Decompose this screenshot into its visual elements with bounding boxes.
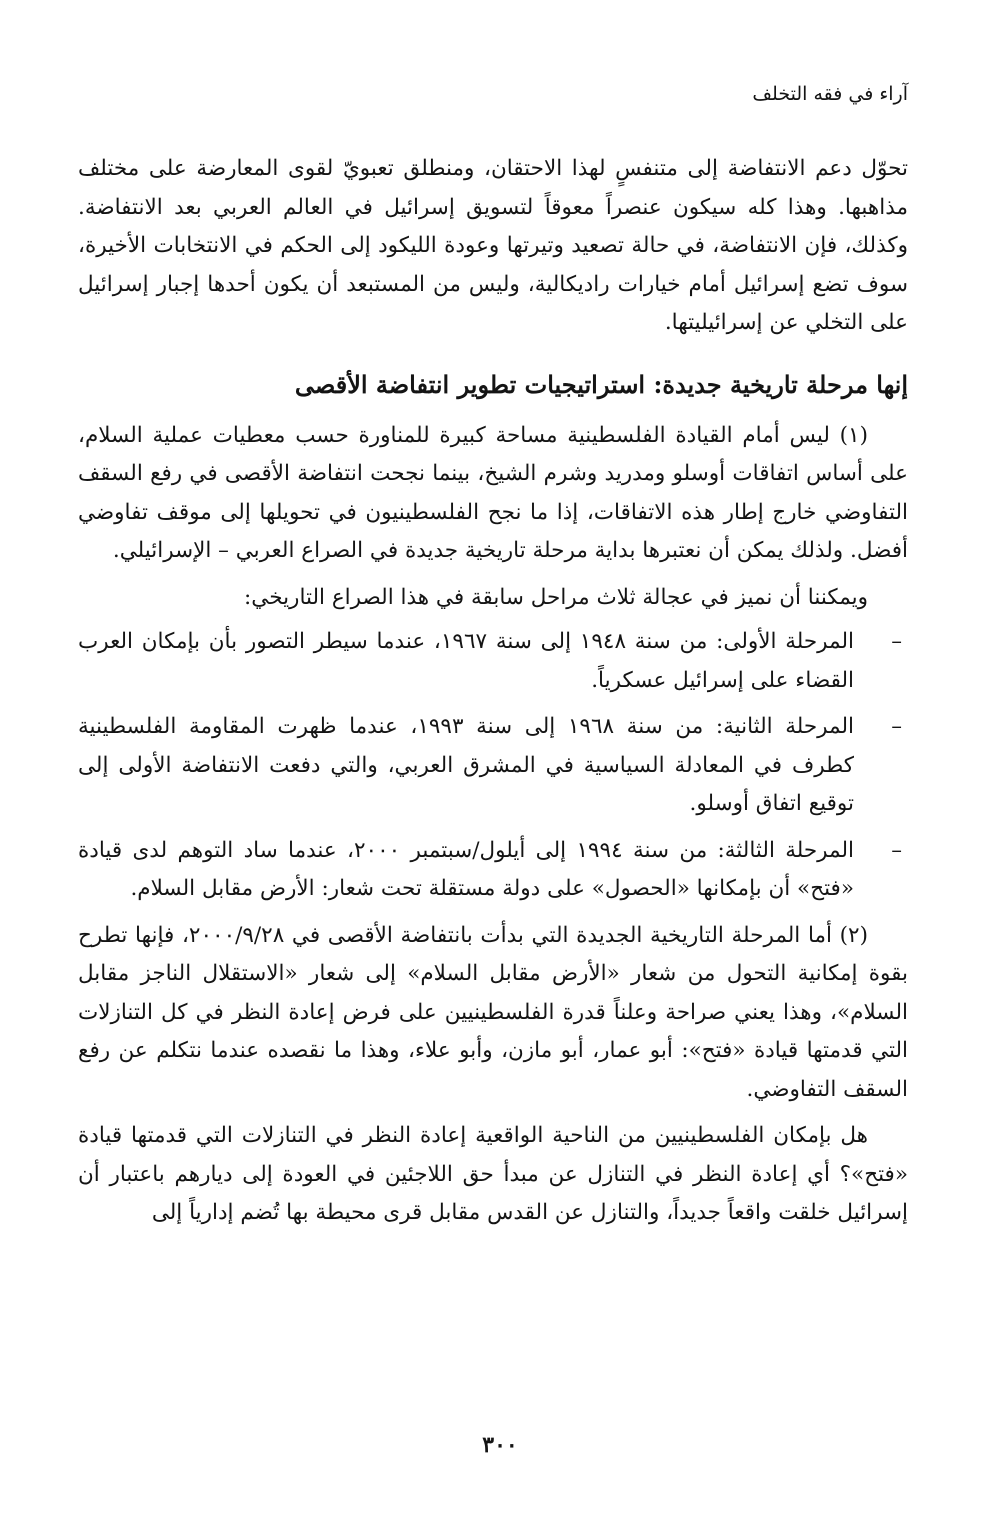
list-dash: – [891, 714, 902, 739]
running-header: آراء في فقه التخلف [752, 83, 908, 105]
phase-text: المرحلة الثانية: من سنة ١٩٦٨ إلى سنة ١٩٩٣، عندما ظهرت المقاومة الفلسطينية كطرف في المعادلة السياسية في المشرق العربي، والتي دفعت الانتفاضة الأولى إلى توقيع اتفاق أوسلو. [78, 714, 854, 816]
phases-intro: ويمكننا أن نميز في عجالة ثلاث مراحل سابقة في هذا الصراع التاريخي: [244, 584, 868, 610]
page-number: ٣٠٠ [482, 1432, 518, 1458]
phase-text: المرحلة الثالثة: من سنة ١٩٩٤ إلى أيلول/سبتمبر ٢٠٠٠، عندما ساد التوهم لدى قيادة «فتح» أن بإمكانها «الحصول» على دولة مستقلة تحت شعار: الأرض مقابل السلام. [78, 837, 854, 901]
phase-text: المرحلة الأولى: من سنة ١٩٤٨ إلى سنة ١٩٦٧، عندما سيطر التصور بأن بإمكان العرب القضاء على إسرائيل عسكرياً. [78, 629, 854, 693]
list-item [78, 708, 908, 824]
list-item [78, 832, 908, 909]
page-body [78, 150, 908, 1233]
list-item [78, 623, 908, 700]
closing-paragraph: هل بإمكان الفلسطينيين من الناحية الواقعية إعادة النظر في التنازلات التي قدمتها قيادة «فتح»؟ أي إعادة النظر في التنازل عن مبدأ حق اللاجئين في العودة إلى ديارهم باعتبار أن إسرائيل خلقت واقعاً جديداً، والتنازل عن القدس مقابل قرى محيطة بها تُضم إدارياً إلى [78, 1123, 908, 1225]
phases-list [78, 623, 908, 909]
intro-paragraph: تحوّل دعم الانتفاضة إلى متنفسٍ لهذا الاحتقان، ومنطلق تعبويّ لقوى المعارضة على مختلف مذاهبها. وهذا كله سيكون عنصراً معوقاً لتسويق إسرائيل في العالم العربي بعد الانتفاضة. وكذلك، فإن الانتفاضة، في حالة تصعيد وتيرتها وعودة الليكود إلى الحكم في الانتخابات الأخيرة، سوف تضع إسرائيل أمام خيارات راديكالية، وليس من المستبعد أن يكون أحدها إجبار إسرائيل على التخلي عن إسرائيليتها. [78, 156, 908, 335]
list-dash: – [891, 837, 902, 863]
point-two-paragraph: (٢) أما المرحلة التاريخية الجديدة التي بدأت بانتفاضة الأقصى في ٢٠٠٠/٩/٢٨، فإنها تطرح بقوة إمكانية التحول من شعار «الأرض مقابل السلام» إلى شعار «الاستقلال الناجز مقابل السلام»، وهذا يعني صراحة وعلناً قدرة الفلسطينيين على فرض إعادة النظر في كل التنازلات التي قدمتها قيادة «فتح»: أبو عمار، أبو مازن، وأبو علاء، وهذا ما نقصده عندما نتكلم عن رفع السقف التفاوضي. [78, 922, 908, 1102]
point-one-paragraph: (١) ليس أمام القيادة الفلسطينية مساحة كبيرة للمناورة حسب معطيات عملية السلام، على أساس اتفاقات أوسلو ومدريد وشرم الشيخ، بينما نجحت انتفاضة الأقصى في رفع السقف التفاوضي خارج إطار هذه الاتفاقات، إذا ما نجح الفلسطينيون في تحويلها إلى موقف تفاوضي أفضل. ولذلك يمكن أن نعتبرها بداية مرحلة تاريخية جديدة في الصراع العربي – الإسرائيلي. [78, 422, 908, 563]
list-dash: – [891, 629, 902, 654]
section-heading: إنها مرحلة تاريخية جديدة: استراتيجيات تطوير انتفاضة الأقصى [294, 369, 908, 399]
